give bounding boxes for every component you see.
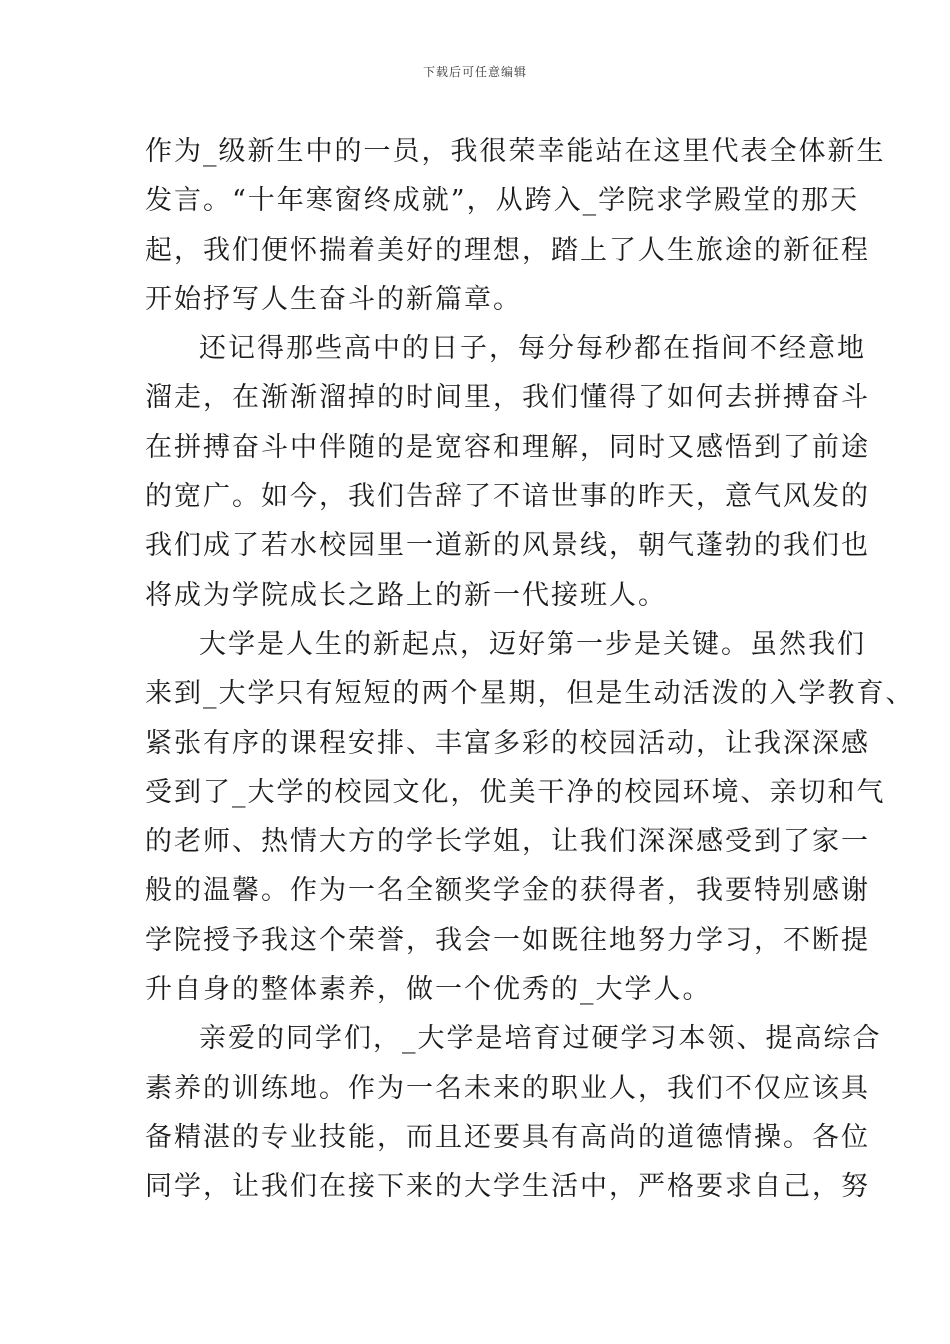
text-line: 的宽广。如今，我们告辞了不谙世事的昨天，意气风发的 <box>145 481 870 513</box>
paragraph-start-line: 还记得那些高中的日子，每分每秒都在指间不经意地 <box>199 333 866 365</box>
body-text <box>145 127 915 1212</box>
text-line: 素养的训练地。作为一名未来的职业人，我们不仅应该具 <box>145 1072 870 1104</box>
text-line: 升自身的整体素养，做一个优秀的_大学人。 <box>145 974 712 1006</box>
paragraph-start-line: 亲爱的同学们，_大学是培育过硬学习本领、提高综合 <box>199 1023 882 1055</box>
text-line: 学院授予我这个荣誉，我会一如既往地努力学习，不断提 <box>145 924 870 956</box>
text-line: 般的温馨。作为一名全额奖学金的获得者，我要特别感谢 <box>145 875 870 907</box>
text-line: 来到_大学只有短短的两个星期，但是生动活泼的入学教育、 <box>145 678 915 710</box>
text-line: 发言。“十年寒窗终成就”，从跨入_学院求学殿堂的那天 <box>145 185 860 217</box>
text-line: 起，我们便怀揣着美好的理想，踏上了人生旅途的新征程 <box>145 234 870 266</box>
text-line: 备精湛的专业技能，而且还要具有高尚的道德情操。各位 <box>145 1121 870 1153</box>
text-line: 紧张有序的课程安排、丰富多彩的校园活动，让我深深感 <box>145 727 870 759</box>
text-line: 同学，让我们在接下来的大学生活中，严格要求自己，努 <box>145 1171 870 1203</box>
text-line: 受到了_大学的校园文化，优美干净的校园环境、亲切和气 <box>145 776 886 808</box>
text-line: 在拼搏奋斗中伴随的是宽容和理解，同时又感悟到了前途 <box>145 431 870 463</box>
text-line: 开始抒写人生奋斗的新篇章。 <box>145 283 522 315</box>
text-line: 作为_级新生中的一员，我很荣幸能站在这里代表全体新生 <box>145 136 886 167</box>
paragraph-start-line: 大学是人生的新起点，迈好第一步是关键。虽然我们 <box>199 628 866 660</box>
text-line: 将成为学院成长之路上的新一代接班人。 <box>145 579 667 611</box>
page-header: 下载后可任意编辑 <box>422 65 527 79</box>
text-line: 的老师、热情大方的学长学姐，让我们深深感受到了家一 <box>145 826 870 858</box>
text-line: 我们成了若水校园里一道新的风景线，朝气蓬勃的我们也 <box>145 530 870 562</box>
text-line: 溜走，在渐渐溜掉的时间里，我们懂得了如何去拼搏奋斗 <box>145 382 870 414</box>
